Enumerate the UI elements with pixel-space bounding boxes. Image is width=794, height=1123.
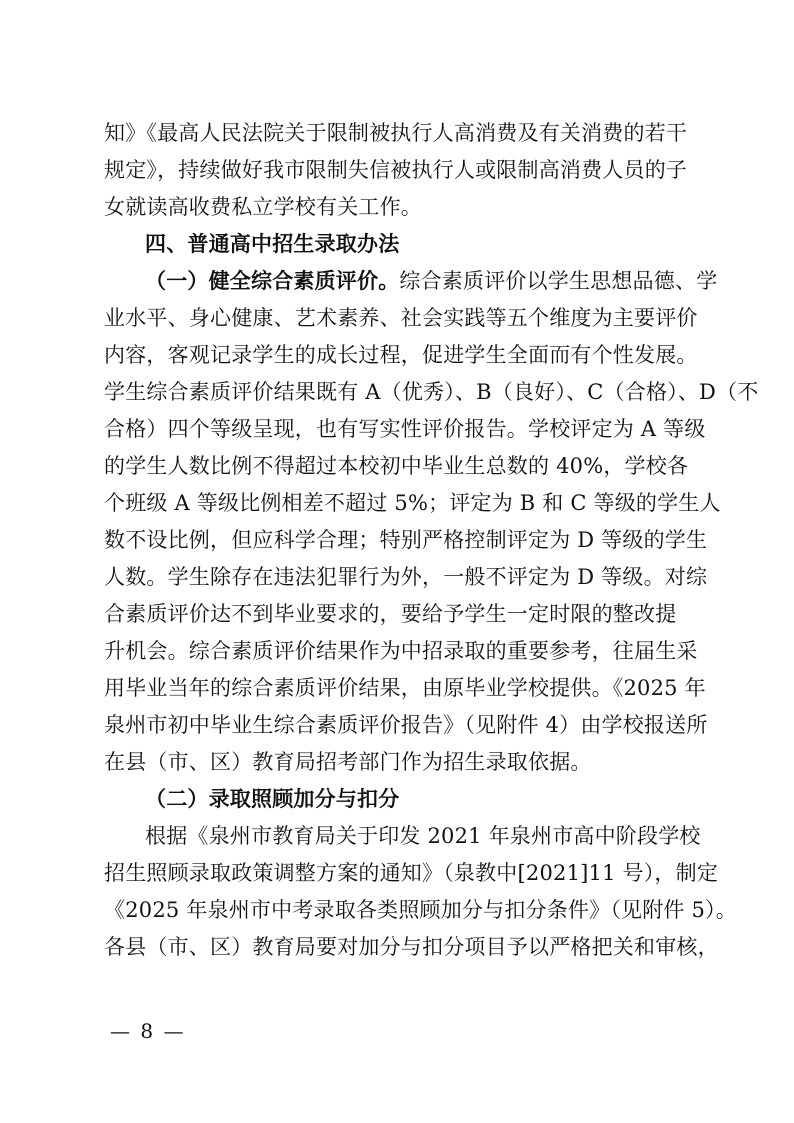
page-number: — 8 — <box>110 1019 186 1043</box>
paragraph-line: 规定》，持续做好我市限制失信被执行人或限制高消费人员的子 <box>104 158 688 182</box>
paragraph-line: 知》《最高人民法院关于限制被执行人高消费及有关消费的若干 <box>104 121 688 145</box>
paragraph-line: 业水平、身心健康、艺术素养、社会实践等五个维度为主要评价 <box>104 306 698 330</box>
section-heading: 四、普通高中招生录取办法 <box>145 231 400 256</box>
paragraph-line: 《2025 年泉州市中考录取各类照顾加分与扣分条件》（见附件 5）。 <box>104 898 737 922</box>
paragraph-line: 数不设比例，但应科学合理；特别严格控制评定为 D 等级的学生 <box>104 528 708 552</box>
paragraph-line: 根据《泉州市教育局关于印发 2021 年泉州市高中阶段学校 <box>145 824 701 848</box>
paragraph-line: 内容，客观记录学生的成长过程，促进学生全面而有个性发展。 <box>104 343 698 367</box>
subsection-heading: （一）健全综合素质评价。 <box>145 268 400 293</box>
paragraph-line: 各县（市、区）教育局要对加分与扣分项目予以严格把关和审核， <box>104 935 719 959</box>
paragraph-line: 招生照顾录取政策调整方案的通知》（泉教中[2021]11 号），制定 <box>104 861 719 885</box>
paragraph-line: 用毕业当年的综合素质评价结果，由原毕业学校提供。《2025 年 <box>104 676 706 700</box>
paragraph-line: 女就读高收费私立学校有关工作。 <box>104 195 422 219</box>
paragraph-line: 泉州市初中毕业生综合素质评价报告》（见附件 4）由学校报送所 <box>104 713 708 737</box>
paragraph-line: 综合素质评价以学生思想品德、学 <box>399 269 718 293</box>
subsection-heading: （二）录取照顾加分与扣分 <box>145 786 400 811</box>
paragraph-line: 在县（市、区）教育局招考部门作为招生录取依据。 <box>104 750 592 774</box>
paragraph-line: 升机会。综合素质评价结果作为中招录取的重要参考，往届生采 <box>104 639 698 663</box>
paragraph-line: 学生综合素质评价结果既有 A（优秀）、B（良好）、C（合格）、D（不 <box>104 380 759 404</box>
paragraph-line: 合格）四个等级呈现，也有写实性评价报告。学校评定为 A 等级 <box>104 417 706 441</box>
subsection-first-line <box>145 266 717 296</box>
paragraph-line: 个班级 A 等级比例相差不超过 5%；评定为 B 和 C 等级的学生人 <box>104 491 721 515</box>
paragraph-line: 的学生人数比例不得超过本校初中毕业生总数的 40%，学校各 <box>104 454 689 478</box>
paragraph-line: 合素质评价达不到毕业要求的，要给予学生一定时限的整改提 <box>104 602 677 626</box>
paragraph-line: 人数。学生除存在违法犯罪行为外，一般不评定为 D 等级。对综 <box>104 565 708 589</box>
